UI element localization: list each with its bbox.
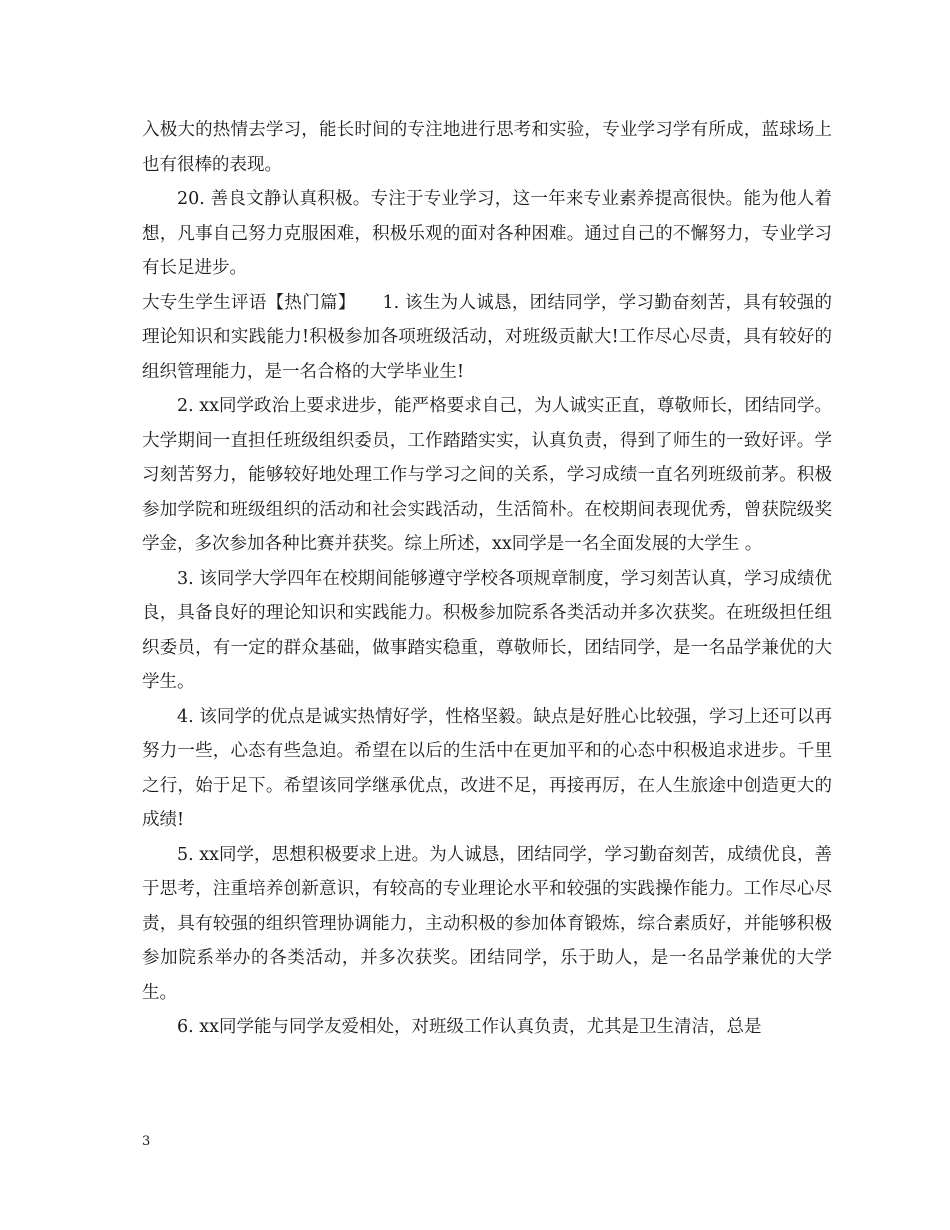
paragraph: 20. 善良文静认真积极。专注于专业学习，这一年来专业素养提高很快。能为他人着想，凡事自己努力克服困难，积极乐观的面对各种困难。通过自己的不懈努力，专业学习有长足进步。 [142,189,832,278]
paragraph: 4. 该同学的优点是诚实热情好学，性格坚毅。缺点是好胜心比较强，学习上还可以再努力一些，心态有些急迫。希望在以后的生活中在更加平和的心态中积极追求进步。千里之行，始于足下。希望该同学继承优点，改进不足，再接再厉，在人生旅途中创造更大的成绩! [142,706,832,830]
paragraph: 2. xx同学政治上要求进步，能严格要求自己，为人诚实正直，尊敬师长，团结同学。大学期间一直担任班级组织委员，工作踏踏实实，认真负责，得到了师生的一致好评。学习刻苦努力，能够较好地处理工作与学习之间的关系，学习成绩一直名列班级前茅。积极参加学院和班级组织的活动和社会实践活动，生活简朴。在校期间表现优秀，曾获院级奖学金，多次参加各种比赛并获奖。综上所述，xx同学是一名全面发展的大学生 。 [142,396,832,554]
paragraph: 3. 该同学大学四年在校期间能够遵守学校各项规章制度，学习刻苦认真，学习成绩优良，具备良好的理论知识和实践能力。积极参加院系各类活动并多次获奖。在班级担任组织委员，有一定的群众基础，做事踏实稳重，尊敬师长，团结同学，是一名品学兼优的大学生。 [142,568,832,692]
page-number: 3 [142,1134,151,1149]
paragraph: 6. xx同学能与同学友爱相处，对班级工作认真负责，尤其是卫生清洁，总是 [177,1017,762,1037]
paragraph: 5. xx同学，思想积极要求上进。为人诚恳，团结同学，学习勤奋刻苦，成绩优良，善于思考，注重培养创新意识，有较高的专业理论水平和较强的实践操作能力。工作尽心尽责，具有较强的组织管理协调能力，主动积极的参加体育锻炼，综合素质好，并能够积极参加院系举办的各类活动，并多次获奖。团结同学，乐于助人，是一名品学兼优的大学生。 [142,844,832,1003]
paragraph: 入极大的热情去学习，能长时间的专注地进行思考和实验，专业学习学有所成，蓝球场上也有很棒的表现。 [142,120,832,175]
paragraph: 大专生学生评语【热门篇】 1. 该生为人诚恳，团结同学，学习勤奋刻苦，具有较强的理论知识和实践能力!积极参加各项班级活动，对班级贡献大!工作尽心尽责，具有较好的组织管理能力，是一名合格的大学毕业生! [142,292,832,382]
document-body [142,113,832,1045]
